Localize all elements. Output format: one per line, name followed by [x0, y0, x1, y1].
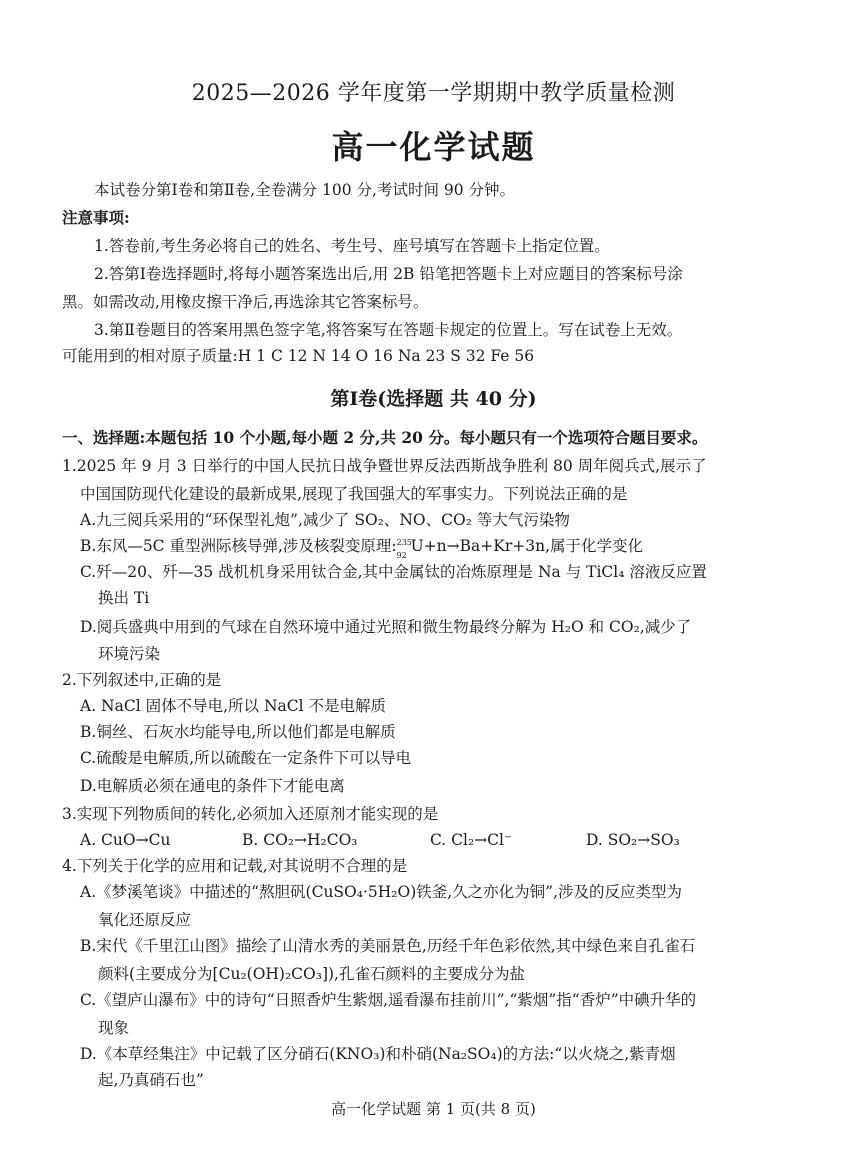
q1-option-b-equation: U+n→Ba+Kr+3n — [410, 537, 546, 555]
q4-option-b-2: 颜料(主要成分为[Cu₂(OH)₂CO₃]),孔雀石颜料的主要成分为盐 — [98, 965, 525, 983]
section-1-instruction: 一、选择题:本题包括 10 个小题,每小题 2 分,共 20 分。每小题只有一个选项符合题目要求。 — [62, 428, 708, 447]
q2-option-a: A. NaCl 固体不导电,所以 NaCl 不是电解质 — [80, 697, 386, 715]
note-2a: 2.答第Ⅰ卷选择题时,将每小题答案选出后,用 2B 铅笔把答题卡上对应题目的答案标号涂 — [94, 265, 683, 283]
q1-option-c-2: 换出 Ti — [98, 589, 150, 607]
page-footer: 高一化学试题 第 1 页(共 8 页) — [331, 1100, 536, 1118]
atomic-masses: 可能用到的相对原子质量:H 1 C 12 N 14 O 16 Na 23 S 32 Fe 56 — [62, 347, 535, 365]
q1-stem-1: 1.2025 年 9 月 3 日举行的中国人民抗日战争暨世界反法西斯战争胜利 80 周年阅兵式,展示了 — [62, 457, 707, 475]
q1-stem-2: 中国国防现代化建设的最新成果,展现了我国强大的军事实力。下列说法正确的是 — [80, 485, 628, 503]
q3-option-a: A. CuO→Cu — [80, 831, 171, 849]
q3-stem: 3.实现下列物质间的转化,必须加入还原剂才能实现的是 — [62, 805, 439, 823]
q2-option-c: C.硫酸是电解质,所以硫酸在一定条件下可以导电 — [80, 749, 412, 767]
q1-option-b — [80, 536, 644, 560]
note-3: 3.第Ⅱ卷题目的答案用黑色签字笔,将答案写在答题卡规定的位置上。写在试卷上无效。 — [94, 321, 683, 339]
q4-option-b-1: B.宋代《千里江山图》描绘了山清水秀的美丽景色,历经千年色彩依然,其中绿色来自孔雀石 — [80, 937, 696, 955]
q4-option-c-2: 现象 — [98, 1019, 130, 1037]
q4-stem: 4.下列关于化学的应用和记载,对其说明不合理的是 — [62, 857, 408, 875]
q1-option-b-text: B.东风—5C 重型洲际核导弹,涉及核裂变原理: — [80, 537, 397, 555]
q2-option-b: B.铜丝、石灰水均能导电,所以他们都是电解质 — [80, 723, 396, 741]
q2-option-d: D.电解质必须在通电的条件下才能电离 — [80, 777, 345, 795]
q4-option-d-1: D.《本草经集注》中记载了区分硝石(KNO₃)和朴硝(Na₂SO₄)的方法:“以火烧之,紫青烟 — [80, 1045, 676, 1063]
note-2b: 黑。如需改动,用橡皮擦干净后,再选涂其它答案标号。 — [62, 293, 429, 311]
q3-option-b: B. CO₂→H₂CO₃ — [242, 831, 358, 849]
exam-title: 2025—2026 学年度第一学期期中教学质量检测 — [191, 81, 676, 106]
q2-stem: 2.下列叙述中,正确的是 — [62, 671, 222, 689]
section-1-title: 第Ⅰ卷(选择题 共 40 分) — [330, 388, 537, 410]
q1-option-d-2: 环境污染 — [98, 645, 161, 663]
q4-option-c-1: C.《望庐山瀑布》中的诗句“日照香炉生紫烟,遥看瀑布挂前川”,“紫烟”指“香炉”中碘升华的 — [80, 991, 697, 1009]
notes-title: 注意事项: — [62, 208, 130, 227]
q1-option-c-1: C.歼—20、歼—35 战机机身采用钛合金,其中金属钛的冶炼原理是 Na 与 TiCl₄ 溶液反应置 — [80, 563, 707, 581]
q4-option-d-2: 起,乃真硝石也” — [98, 1071, 204, 1089]
note-1: 1.答卷前,考生务必将自己的姓名、考生号、座号填写在答题卡上指定位置。 — [94, 237, 610, 255]
q3-option-d: D. SO₂→SO₃ — [586, 831, 680, 849]
u235-nuclide: 235 92 — [396, 538, 412, 560]
q3-option-c: C. Cl₂→Cl⁻ — [430, 831, 513, 849]
q1-option-a: A.九三阅兵采用的“环保型礼炮”,减少了 SO₂、NO、CO₂ 等大气污染物 — [80, 511, 570, 529]
intro-text: 本试卷分第Ⅰ卷和第Ⅱ卷,全卷满分 100 分,考试时间 90 分钟。 — [94, 181, 516, 199]
q4-option-a-2: 氧化还原反应 — [98, 911, 192, 929]
q1-option-b-end: ,属于化学变化 — [545, 537, 644, 555]
subject-title: 高一化学试题 — [331, 128, 536, 166]
q4-option-a-1: A.《梦溪笔谈》中描述的“熬胆矾(CuSO₄·5H₂O)铁釜,久之亦化为铜”,涉及的反应类型为 — [80, 883, 683, 901]
q1-option-d-1: D.阅兵盛典中用到的气球在自然环境中通过光照和微生物最终分解为 H₂O 和 CO₂,减少了 — [80, 618, 692, 636]
